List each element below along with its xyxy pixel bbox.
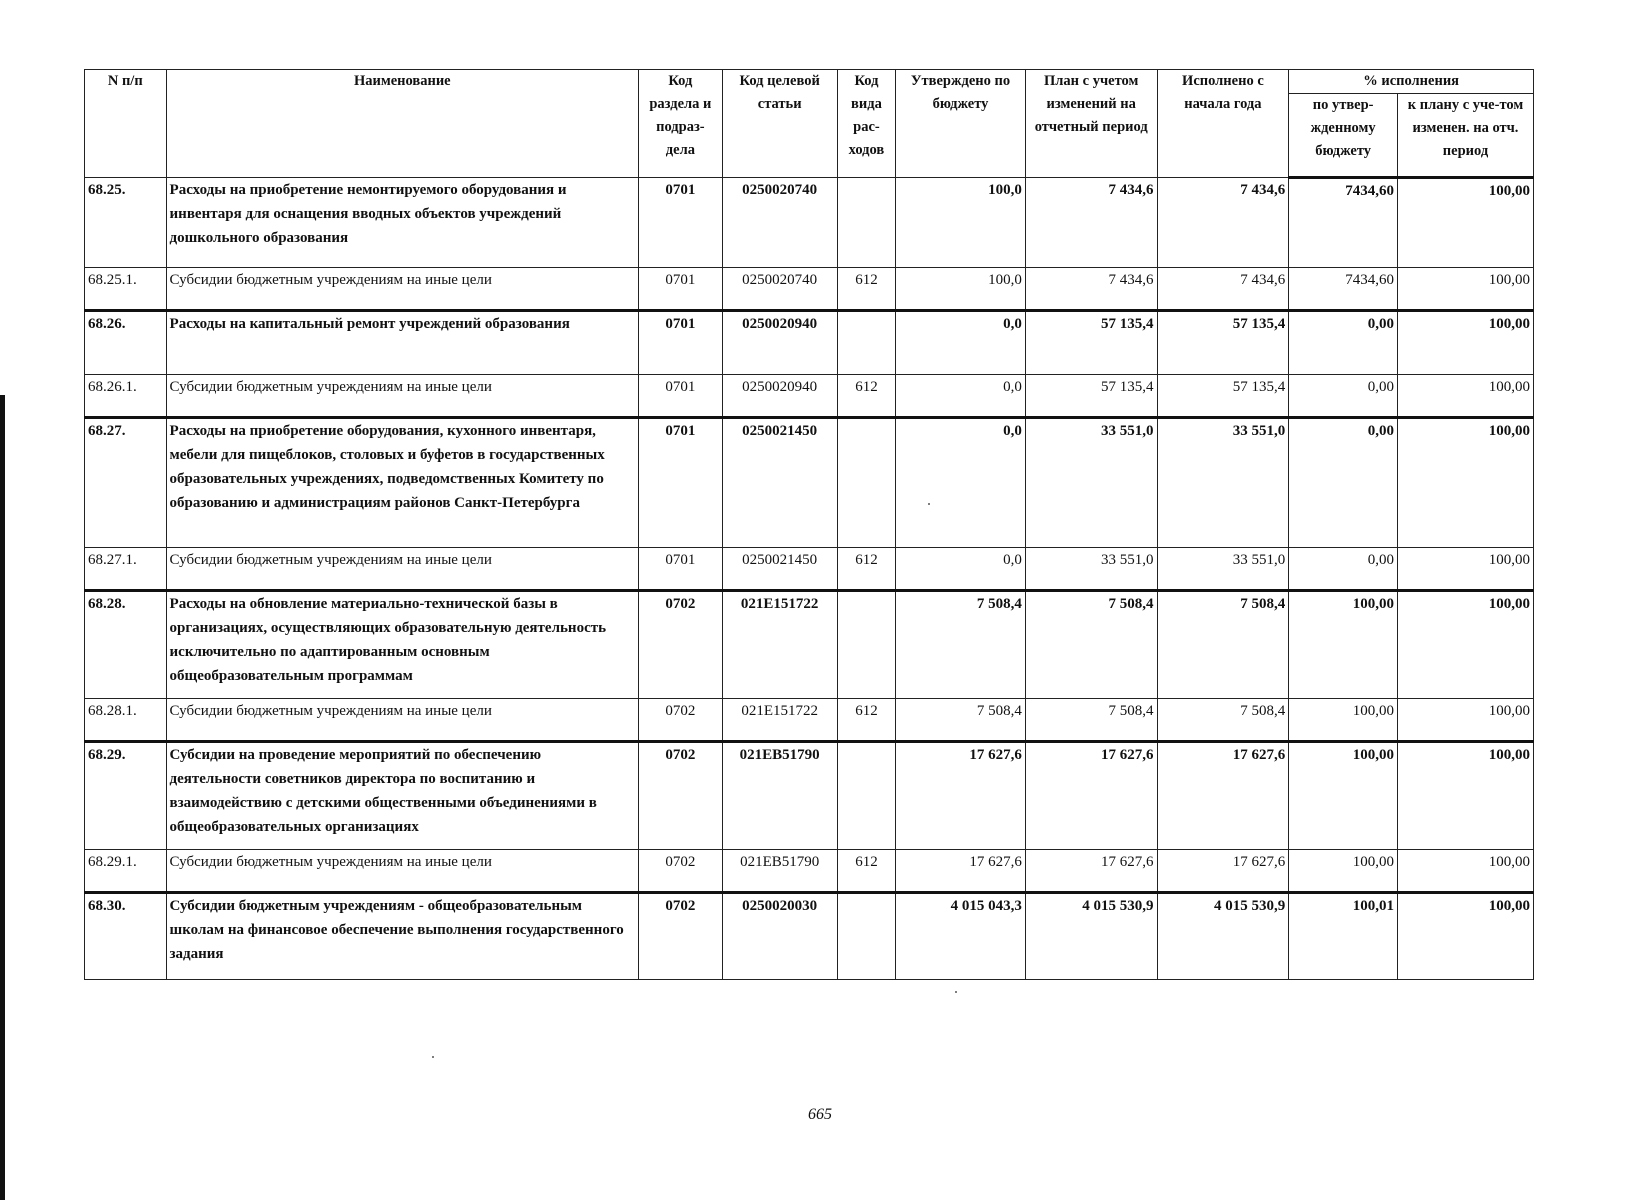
row-name: Расходы на приобретение оборудования, кухонного инвентаря, мебели для пищеблоков, столовых и буфетов в государственных образовательных учреждениях, подведомственных Комитету по образованию и администрациям районов Санкт-Петербурга xyxy=(166,418,639,548)
row-percent-of-budget: 0,00 xyxy=(1289,375,1398,418)
row-number: 68.30. xyxy=(85,893,167,980)
row-approved-budget: 7 508,4 xyxy=(896,591,1026,699)
row-percent-of-plan: 100,00 xyxy=(1397,742,1533,850)
row-expense-type-code: 612 xyxy=(837,699,896,742)
row-percent-of-plan: 100,00 xyxy=(1397,548,1533,591)
row-target-code: 0250021450 xyxy=(722,548,837,591)
row-expense-type-code: 612 xyxy=(837,850,896,893)
row-section-code: 0701 xyxy=(639,548,723,591)
row-plan-with-changes: 17 627,6 xyxy=(1025,850,1157,893)
row-percent-of-plan: 100,00 xyxy=(1397,375,1533,418)
row-number: 68.28. xyxy=(85,591,167,699)
row-executed: 7 434,6 xyxy=(1157,178,1289,268)
row-number: 68.27.1. xyxy=(85,548,167,591)
row-percent-of-plan: 100,00 xyxy=(1397,699,1533,742)
row-target-code: 0250020030 xyxy=(722,893,837,980)
row-section-code: 0702 xyxy=(639,742,723,850)
row-section-code: 0702 xyxy=(639,591,723,699)
row-expense-type-code xyxy=(837,178,896,268)
header-section-code: Код раздела и подраз-дела xyxy=(639,70,723,178)
row-plan-with-changes: 7 434,6 xyxy=(1025,178,1157,268)
row-plan-with-changes: 4 015 530,9 xyxy=(1025,893,1157,980)
table-row xyxy=(85,893,1534,980)
header-approved-budget: Утверждено по бюджету xyxy=(896,70,1026,178)
row-executed: 33 551,0 xyxy=(1157,418,1289,548)
row-percent-of-plan: 100,00 xyxy=(1397,418,1533,548)
row-percent-of-budget: 100,00 xyxy=(1289,850,1398,893)
row-target-code: 021EB51790 xyxy=(722,742,837,850)
row-approved-budget: 17 627,6 xyxy=(896,742,1026,850)
row-plan-with-changes: 17 627,6 xyxy=(1025,742,1157,850)
row-expense-type-code: 612 xyxy=(837,268,896,311)
row-plan-with-changes: 7 434,6 xyxy=(1025,268,1157,311)
scan-speck xyxy=(928,503,930,505)
row-approved-budget: 17 627,6 xyxy=(896,850,1026,893)
header-target-code: Код целевой статьи xyxy=(722,70,837,178)
row-number: 68.26.1. xyxy=(85,375,167,418)
row-executed: 57 135,4 xyxy=(1157,375,1289,418)
row-percent-of-plan: 100,00 xyxy=(1397,311,1533,375)
table-row xyxy=(85,742,1534,850)
row-expense-type-code xyxy=(837,311,896,375)
row-approved-budget: 100,0 xyxy=(896,268,1026,311)
row-expense-type-code: 612 xyxy=(837,375,896,418)
header-plan-with-changes: План с учетом изменений на отчетный период xyxy=(1025,70,1157,178)
row-number: 68.29. xyxy=(85,742,167,850)
row-plan-with-changes: 7 508,4 xyxy=(1025,591,1157,699)
table-row xyxy=(85,699,1534,742)
row-plan-with-changes: 7 508,4 xyxy=(1025,699,1157,742)
row-executed: 33 551,0 xyxy=(1157,548,1289,591)
budget-execution-table xyxy=(84,69,1534,980)
row-executed: 17 627,6 xyxy=(1157,850,1289,893)
row-section-code: 0702 xyxy=(639,893,723,980)
row-plan-with-changes: 33 551,0 xyxy=(1025,548,1157,591)
row-executed: 7 434,6 xyxy=(1157,268,1289,311)
row-plan-with-changes: 57 135,4 xyxy=(1025,311,1157,375)
row-number: 68.25.1. xyxy=(85,268,167,311)
header-percent-of-budget: по утвер-жденному бюджету xyxy=(1289,94,1398,178)
row-target-code: 021EB51790 xyxy=(722,850,837,893)
row-expense-type-code xyxy=(837,893,896,980)
table-body xyxy=(85,178,1534,980)
row-approved-budget: 4 015 043,3 xyxy=(896,893,1026,980)
header-percent-of-plan: к плану с уче-том изменен. на отч. период xyxy=(1397,94,1533,178)
header-number: N п/п xyxy=(85,70,167,178)
row-percent-of-budget: 0,00 xyxy=(1289,418,1398,548)
row-percent-of-plan: 100,00 xyxy=(1397,893,1533,980)
row-name: Субсидии бюджетным учреждениям на иные цели xyxy=(166,699,639,742)
table-row xyxy=(85,591,1534,699)
row-expense-type-code: 612 xyxy=(837,548,896,591)
row-percent-of-budget: 100,00 xyxy=(1289,699,1398,742)
row-approved-budget: 0,0 xyxy=(896,375,1026,418)
row-approved-budget: 0,0 xyxy=(896,548,1026,591)
row-percent-of-budget: 7434,60 xyxy=(1289,268,1398,311)
row-number: 68.29.1. xyxy=(85,850,167,893)
row-name: Расходы на обновление материально-технической базы в организациях, осуществляющих образовательную деятельность исключительно по адаптированным основным общеобразовательным программам xyxy=(166,591,639,699)
row-section-code: 0701 xyxy=(639,268,723,311)
row-name: Субсидии на проведение мероприятий по обеспечению деятельности советников директора по воспитанию и взаимодействию с детскими общественными объединениями в общеобразовательных организациях xyxy=(166,742,639,850)
row-target-code: 0250020740 xyxy=(722,178,837,268)
table-row xyxy=(85,375,1534,418)
row-plan-with-changes: 33 551,0 xyxy=(1025,418,1157,548)
table-row xyxy=(85,850,1534,893)
row-executed: 57 135,4 xyxy=(1157,311,1289,375)
row-section-code: 0701 xyxy=(639,311,723,375)
table-header xyxy=(85,70,1534,178)
row-executed: 7 508,4 xyxy=(1157,591,1289,699)
row-percent-of-plan: 100,00 xyxy=(1397,178,1533,268)
header-expense-type-code: Код вида рас-ходов xyxy=(837,70,896,178)
row-percent-of-budget: 100,01 xyxy=(1289,893,1398,980)
row-section-code: 0701 xyxy=(639,418,723,548)
row-number: 68.25. xyxy=(85,178,167,268)
row-expense-type-code xyxy=(837,742,896,850)
row-section-code: 0702 xyxy=(639,699,723,742)
table-row xyxy=(85,311,1534,375)
row-target-code: 0250020940 xyxy=(722,311,837,375)
scan-left-edge xyxy=(0,395,5,1200)
row-section-code: 0701 xyxy=(639,375,723,418)
row-percent-of-budget: 100,00 xyxy=(1289,591,1398,699)
row-number: 68.26. xyxy=(85,311,167,375)
row-percent-of-plan: 100,00 xyxy=(1397,591,1533,699)
row-percent-of-plan: 100,00 xyxy=(1397,268,1533,311)
table-row xyxy=(85,178,1534,268)
row-target-code: 021E151722 xyxy=(722,699,837,742)
row-plan-with-changes: 57 135,4 xyxy=(1025,375,1157,418)
row-name: Субсидии бюджетным учреждениям на иные цели xyxy=(166,268,639,311)
row-percent-of-budget: 7434,60 xyxy=(1289,178,1398,268)
row-name: Субсидии бюджетным учреждениям на иные цели xyxy=(166,548,639,591)
row-approved-budget: 7 508,4 xyxy=(896,699,1026,742)
row-approved-budget: 100,0 xyxy=(896,178,1026,268)
header-executed: Исполнено с начала года xyxy=(1157,70,1289,178)
header-name: Наименование xyxy=(166,70,639,178)
row-name: Субсидии бюджетным учреждениям на иные цели xyxy=(166,850,639,893)
row-executed: 4 015 530,9 xyxy=(1157,893,1289,980)
row-number: 68.28.1. xyxy=(85,699,167,742)
row-percent-of-plan: 100,00 xyxy=(1397,850,1533,893)
row-approved-budget: 0,0 xyxy=(896,418,1026,548)
row-target-code: 021E151722 xyxy=(722,591,837,699)
scan-speck xyxy=(955,991,957,993)
row-target-code: 0250020940 xyxy=(722,375,837,418)
row-expense-type-code xyxy=(837,418,896,548)
row-section-code: 0701 xyxy=(639,178,723,268)
row-executed: 17 627,6 xyxy=(1157,742,1289,850)
table-row xyxy=(85,548,1534,591)
scan-speck xyxy=(432,1056,434,1058)
page-number: 665 xyxy=(808,1106,832,1123)
row-name: Субсидии бюджетным учреждениям - общеобразовательным школам на финансовое обеспечение выполнения государственного задания xyxy=(166,893,639,980)
row-executed: 7 508,4 xyxy=(1157,699,1289,742)
row-approved-budget: 0,0 xyxy=(896,311,1026,375)
row-percent-of-budget: 0,00 xyxy=(1289,311,1398,375)
row-expense-type-code xyxy=(837,591,896,699)
row-target-code: 0250020740 xyxy=(722,268,837,311)
row-number: 68.27. xyxy=(85,418,167,548)
row-percent-of-budget: 100,00 xyxy=(1289,742,1398,850)
row-name: Расходы на приобретение немонтируемого оборудования и инвентаря для оснащения вводных объектов учреждений дошкольного образования xyxy=(166,178,639,268)
row-section-code: 0702 xyxy=(639,850,723,893)
table-row xyxy=(85,268,1534,311)
row-percent-of-budget: 0,00 xyxy=(1289,548,1398,591)
row-name: Субсидии бюджетным учреждениям на иные цели xyxy=(166,375,639,418)
table-row xyxy=(85,418,1534,548)
row-target-code: 0250021450 xyxy=(722,418,837,548)
row-name: Расходы на капитальный ремонт учреждений образования xyxy=(166,311,639,375)
header-percent-group: % исполнения xyxy=(1289,70,1534,94)
